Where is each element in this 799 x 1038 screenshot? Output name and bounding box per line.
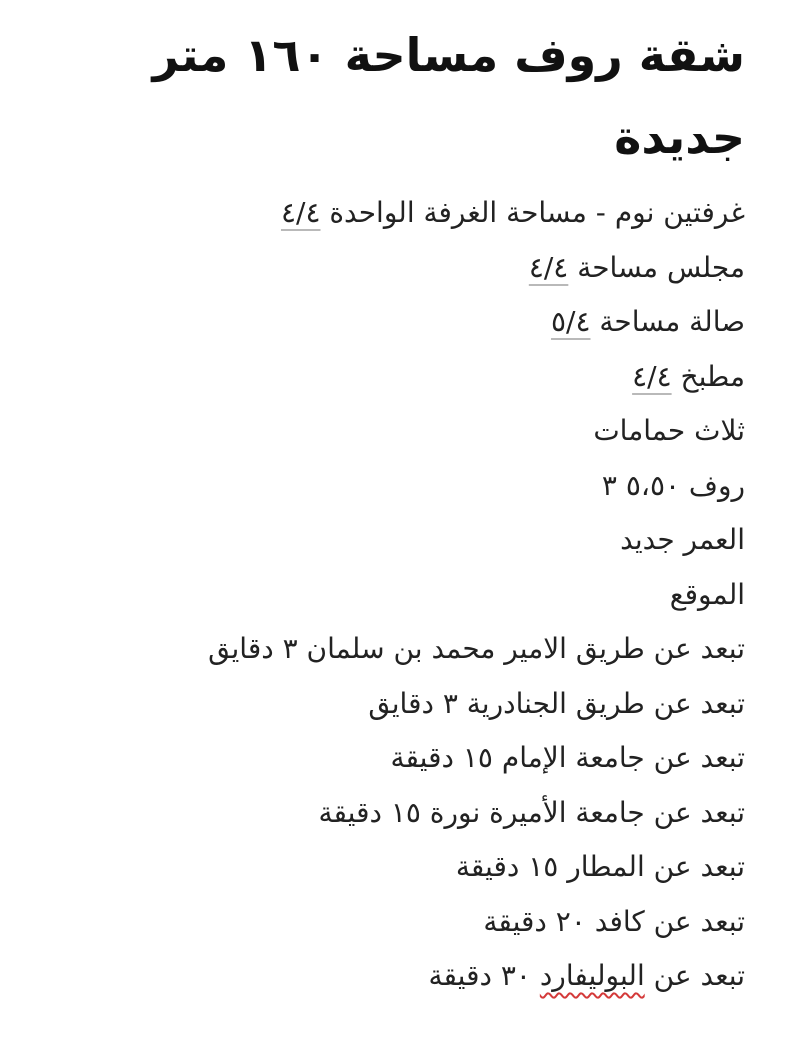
distance-boulevard	[20, 949, 745, 1004]
spellcheck-flagged-word: البوليفارد	[539, 959, 645, 992]
distance-mbs-road: تبعد عن طريق الامير محمد بن سلمان ٣ دقايق	[208, 632, 745, 665]
detail-age: العمر جديد	[620, 523, 745, 556]
detail-majlis	[20, 241, 745, 296]
detail-bathrooms: ثلاث حمامات	[593, 414, 745, 447]
detail-measure: ٥/٤	[551, 305, 591, 338]
detail-measure: ٤/٤	[280, 196, 321, 229]
detail-roof: روف ٥،٥٠ ٣	[601, 468, 745, 502]
detail-location-heading: الموقع	[669, 577, 745, 611]
detail-text: مجلس مساحة	[568, 250, 745, 284]
detail-text: غرفتين نوم - مساحة الغرفة الواحدة	[320, 196, 745, 229]
distance-kafd: تبعد عن كافد ٢٠ دقيقة	[483, 904, 745, 938]
distance-pnu-university: تبعد عن جامعة الأميرة نورة ١٥ دقيقة	[318, 795, 745, 829]
detail-measure: ٤/٤	[632, 359, 672, 393]
detail-bedrooms	[20, 186, 745, 241]
detail-hall	[20, 295, 745, 350]
distance-imam-university: تبعد عن جامعة الإمام ١٥ دقيقة	[390, 741, 745, 774]
listing-title: شقة روف مساحة ١٦٠ متر جديدة	[152, 28, 745, 164]
detail-text: مطبخ	[671, 359, 745, 393]
detail-text: صالة مساحة	[590, 305, 745, 338]
distance-airport: تبعد عن المطار ١٥ دقيقة	[455, 850, 745, 883]
detail-text: تبعد عن	[644, 959, 745, 992]
listing-details	[20, 186, 745, 1004]
distance-janadriyah-road: تبعد عن طريق الجنادرية ٣ دقايق	[368, 686, 745, 720]
detail-kitchen	[20, 350, 745, 405]
listing-document	[20, 14, 745, 1004]
detail-measure: ٤/٤	[528, 250, 569, 284]
detail-text: ٣٠ دقيقة	[428, 959, 540, 992]
